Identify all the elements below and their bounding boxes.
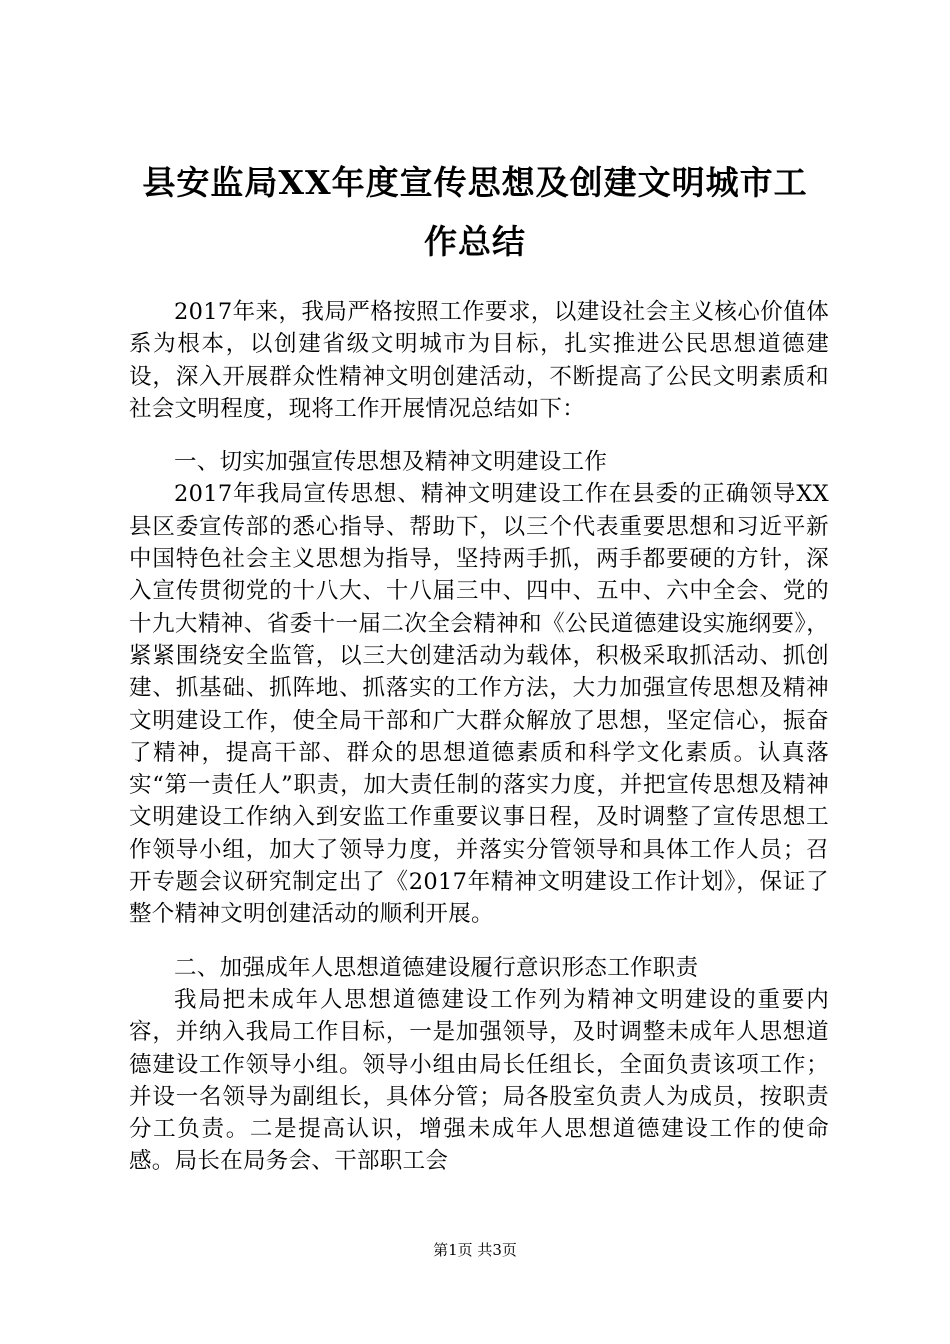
intro-paragraph: 2017年来，我局严格按照工作要求，以建设社会主义核心价值体系为根本，以创建省级文明城市为目标，扎实推进公民思想道德建设，深入开展群众性精神文明创建活动，不断提高了公民文明素质和社会文明程度，现将工作开展情况总结如下：: [129, 299, 829, 422]
section-heading-2: 二、加强成年人思想道德建设履行意识形态工作职责: [174, 954, 699, 981]
section-heading-1: 一、切实加强宣传思想及精神文明建设工作: [174, 449, 608, 476]
section-paragraph-2: 我局把未成年人思想道德建设工作列为精神文明建设的重要内容，并纳入我局工作目标，一是加强领导，及时调整未成年人思想道德建设工作领导小组。领导小组由局长任组长，全面负责该项工作；并设一名领导为副组长，具体分管；局各股室负责人为成员，按职责分工负责。二是提高认识，增强未成年人思想道德建设工作的使命感。局长在局务会、干部职工会: [129, 986, 829, 1175]
document-title-line-1: 县安监局XX年度宣传思想及创建文明城市工: [142, 163, 808, 202]
document-body: [129, 296, 829, 1178]
paragraph-gap: [129, 931, 829, 952]
page-number-footer: 第1页 共3页: [433, 1241, 517, 1259]
document-title-line-2: 作总结: [424, 222, 526, 261]
paragraph-gap: [129, 425, 829, 446]
section-paragraph-1: 2017年我局宣传思想、精神文明建设工作在县委的正确领导XX县区委宣传部的悉心指导、帮助下，以三个代表重要思想和习近平新中国特色社会主义思想为指导，坚持两手抓，两手都要硬的方针，深入宣传贯彻党的十八大、十八届三中、四中、五中、六中全会、党的十九大精神、省委十一届二次全会精神和《公民道德建设实施纲要》，紧紧围绕安全监管，以三大创建活动为载体，积极采取抓活动、抓创建、抓基础、抓阵地、抓落实的工作方法，大力加强宣传思想及精神文明建设工作，使全局干部和广大群众解放了思想，坚定信心，振奋了精神，提高干部、群众的思想道德素质和科学文化素质。认真落实“第一责任人”职责，加大责任制的落实力度，并把宣传思想及精神文明建设工作纳入到安监工作重要议事日程，及时调整了宣传思想工作领导小组，加大了领导力度，并落实分管领导和具体工作人员；召开专题会议研究制定出了《2017年精神文明建设工作计划》，保证了整个精神文明创建活动的顺利开展。: [129, 481, 829, 928]
